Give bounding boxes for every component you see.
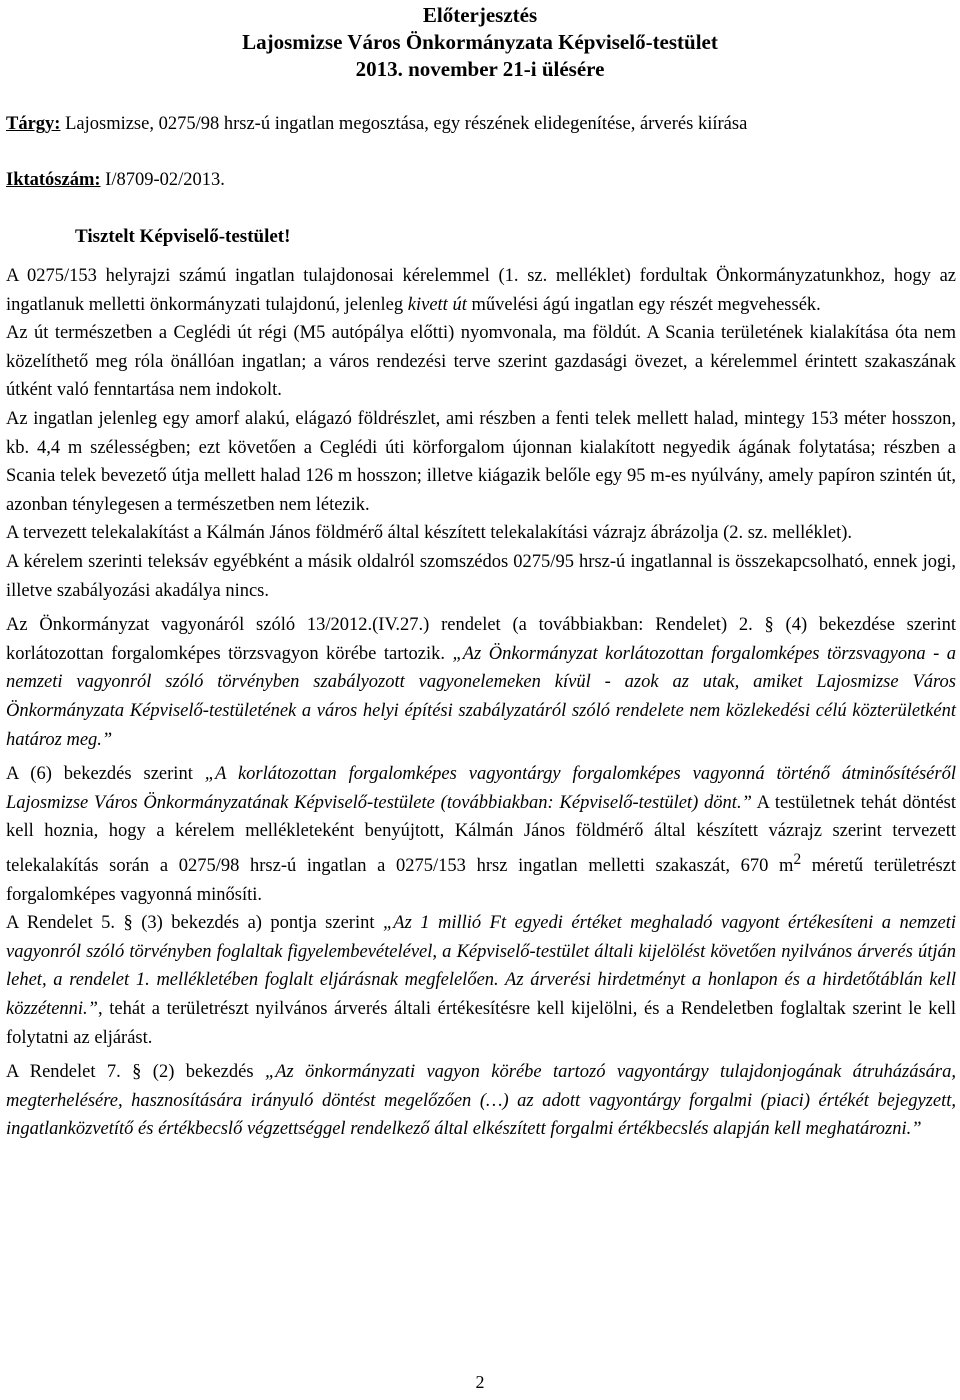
subject-label: Tárgy:: [6, 114, 61, 134]
file-number-line: [6, 168, 956, 193]
paragraph-quote: „A korlátozottan forgalomképes vagyontárgy forgalomképes vagyonná történő átminősítéséről Lajosmizse Város Önkormányzatának Képviselő-testülete (továbbiakban: Képviselő-testület) dönt.”: [6, 764, 956, 813]
paragraph: Az ingatlan jelenleg egy amorf alakú, elágazó földrészlet, ami részben a fenti telek mellett halad, mintegy 153 méter hosszon, kb. 4,4 m szélességben; ezt követően a Ceglédi úti körforgalom újonnan kialakított negyedik ágának folytatása; részben a Scania telek bevezető útja mellett halad 126 m hosszon; illetve kiágazik belőle egy 95 m-es nyúlvány, amely papíron szintén út, azonban ténylegesen a természetben nem létezik.: [6, 408, 956, 515]
file-number-label: Iktatószám:: [6, 170, 101, 190]
paragraph-quote: „Az önkormányzati vagyon körébe tartozó vagyontárgy tulajdonjogának átruházására, megterhelésére, hasznosítására irányuló döntést megelőzően (…) az adott vagyontárgy forgalmi (piaci) értékét bejegyzett, ingatlanközvetítő és értékbecslő végzettséggel rendelkező által elkészített forgalmi értékbecslés alapján kell meghatározni.”: [6, 1062, 956, 1140]
paragraph: [6, 262, 956, 319]
paragraph-text: A 0275/153 helyrajzi számú ingatlan tulajdonosai kérelemmel (1. sz. melléklet) fordultak Önkormányzatunkhoz, hogy az ingatlanuk melletti önkormányzati tulajdonú, jelenleg: [6, 266, 956, 315]
paragraph-text: , tehát a területrészt nyilvános árverés általi értékesítésre kell kijelölni, és a Rendeletben foglaltak szerint le kell folytatni az eljárást.: [6, 999, 956, 1048]
paragraph-quote: „Az Önkormányzat korlátozottan forgalomképes törzsvagyona - a nemzeti vagyonról szóló törvényben szabályozott vagyonelemeken kívül - azok az utak, amiket Lajosmizse Város Önkormányzata Képviselő-testületének a város helyi építési szabályzatáról szóló rendelete nem közlekedési célú közterületként határoz meg.”: [6, 643, 956, 750]
paragraph-text: művelési ágú ingatlan egy részét megvehessék.: [466, 294, 821, 315]
paragraph-text: A Rendelet 5. § (3) bekezdés a) pontja szerint: [6, 913, 383, 934]
paragraph-italic: kivett út: [407, 294, 467, 315]
paragraph-text: méretű területrészt forgalomképes vagyonná minősíti.: [6, 856, 956, 905]
paragraph: [6, 611, 956, 754]
document-header: [0, 2, 960, 83]
meeting-date: 2013. november 21-i ülésére: [355, 57, 605, 81]
paragraph-text: A (6) bekezdés szerint: [6, 764, 205, 785]
subject-text: Lajosmizse, 0275/98 hrsz-ú ingatlan megosztása, egy részének elidegenítése, árverés kiírása: [60, 114, 748, 134]
salutation: Tisztelt Képviselő-testület!: [75, 226, 291, 247]
paragraph: Az út természetben a Ceglédi út régi (M5 autópálya előtti) nyomvonala, ma földút. A Scania területének kialakítása óta nem közelíthető meg róla önállóan ingatlan; a város rendezési terve szerint gazdasági övezet, a kérelemmel érintett szakaszának útként való fenntartása nem indokolt.: [6, 323, 956, 401]
page-number: 2: [475, 1372, 485, 1392]
subject-line: [6, 112, 956, 137]
paragraph: [6, 909, 956, 1052]
document-type: Előterjesztés: [422, 3, 538, 27]
paragraph-quote: „Az 1 millió Ft egyedi értéket meghaladó vagyont értékesíteni a nemzeti vagyonról szóló törvényben foglaltak figyelembevételével, a Képviselő-testület általi kijelölést követően nyilvános árverés útján lehet, a rendelet 1. mellékletében foglalt eljárásnak megfelelően. Az árverési hirdetményt a honlapon és a hirdetőtáblán kell közzétenni.”: [6, 913, 956, 1019]
paragraph-text: A testületnek tehát döntést kell hoznia, hogy a kérelem mellékleteként benyújtott, Kálmán János földmérő által készített vázrajz szerint tervezett telekalakítás során a 0275/98 hrsz-ú ingatlan a 0275/153 hrsz ingatlan melletti szakaszát, 670 m: [6, 792, 956, 877]
superscript: 2: [793, 850, 802, 868]
paragraph: A kérelem szerinti teleksáv egyébként a másik oldalról szomszédos 0275/95 hrsz-ú ingatlannal is összekapcsolható, ennek jogi, illetve szabályozási akadálya nincs.: [6, 551, 956, 601]
document-body: [6, 262, 956, 1144]
paragraph: [6, 760, 956, 909]
paragraph-text: Az Önkormányzat vagyonáról szóló 13/2012.(IV.27.) rendelet (a továbbiakban: Rendelet) 2. § (4) bekezdése szerint korlátozottan forgalomképes törzsvagyon körébe tartozik.: [6, 615, 956, 664]
council-name: Lajosmizse Város Önkormányzata Képviselő-testület: [242, 30, 718, 54]
paragraph-text: A Rendelet 7. § (2) bekezdés: [6, 1062, 265, 1083]
paragraph: A tervezett telekalakítást a Kálmán János földmérő által készített telekalakítási vázrajz ábrázolja (2. sz. melléklet).: [6, 523, 853, 544]
paragraph: [6, 1058, 956, 1144]
file-number-text: I/8709-02/2013.: [100, 170, 225, 190]
